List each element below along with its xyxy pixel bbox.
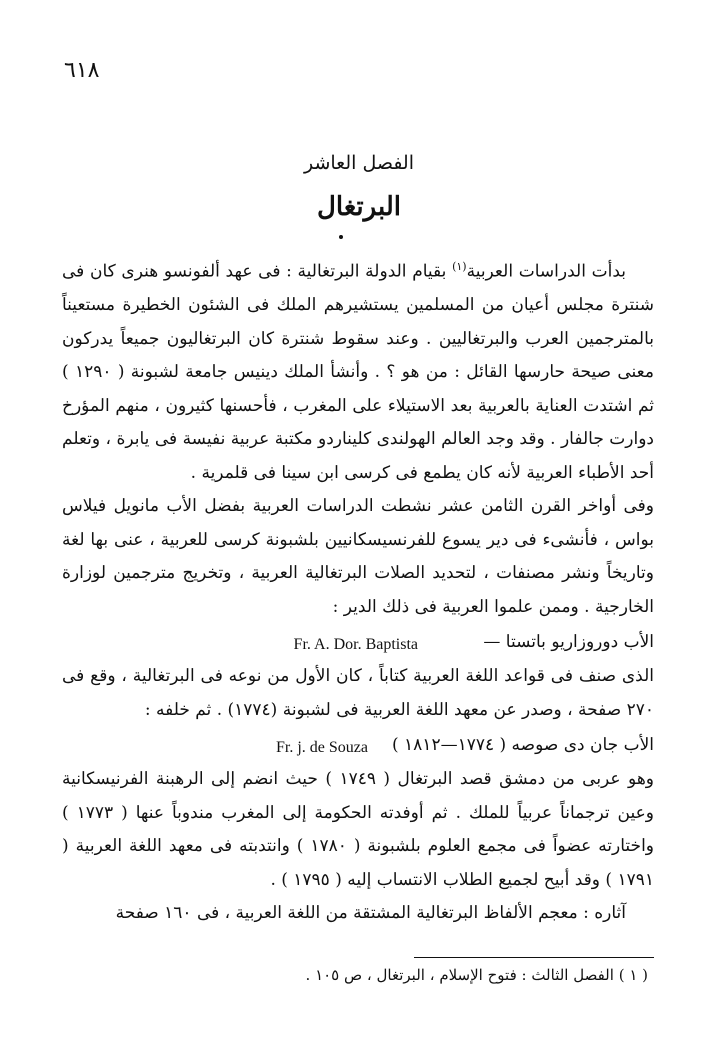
body-text bbox=[62, 250, 654, 931]
entry-souza-latin: Fr. j. de Souza bbox=[276, 739, 368, 757]
paragraph-1-rest: بقيام الدولة البرتغالية : فى عهد ألفونسو هنرى كان فى شنترة مجلس أعيان من المسلمين يستشيرهم الملك فى الشئون الخطيرة مستعيناً بالمترجمين العرب والبرتغاليين . وعند سقوط شنترة كان البرتغاليون جميعاً يدركون معنى صيحة حارسها القائل : من هو ؟ . وأنشأ الملك دينيس جامعة لشبونة ( ١٢٩٠ ) ثم اشتدت العناية بالعربية بعد الاستيلاء على المغرب ، فأحسنها كثيرون ، منهم المؤرخ دوارت جالفار . وقد وجد العالم الهولندى كليناردو مكتبة عربية نفيسة فى يابرة ، وتعلم أحد الأطباء العربية لأنه كان يطمع فى كرسى ابن سينا فى قلمرية . bbox=[62, 261, 654, 483]
paragraph-3: الذى صنف فى قواعد اللغة العربية كتاباً ، كان الأول من نوعه فى البرتغالية ، وقع فى ٢٧٠ صفحة ، وصدر عن معهد اللغة العربية فى لشبونة (١٧٧٤) . ثم خلفه : bbox=[62, 666, 654, 720]
paragraph-5: آثاره : معجم الألفاظ البرتغالية المشتقة من اللغة العربية ، فى ١٦٠ صفحة bbox=[115, 903, 626, 924]
paragraph-1 bbox=[62, 250, 654, 490]
entry-baptista bbox=[62, 624, 654, 660]
entry-baptista-arabic: الأب دوروزاريو باتستا — bbox=[483, 632, 654, 653]
title-dot-ornament bbox=[339, 235, 343, 239]
entry-souza bbox=[62, 727, 654, 763]
paragraph-4: وهو عربى من دمشق قصد البرتغال ( ١٧٤٩ ) حيث انضم إلى الرهبنة الفرنيسكانية وعين ترجماناً عربياً للملك . ثم أوفدته الحكومة إلى المغرب مندوباً عنها ( ١٧٧٣ ) واختارته عضواً فى مجمع العلوم بلشبونة ( ١٧٨٠ ) وانتدبته فى معهد اللغة العربية ( ١٧٩١ ) وقد أبيح لجميع الطلاب الانتساب إليه ( ١٧٩٥ ) . bbox=[62, 769, 654, 890]
entry-souza-arabic: الأب جان دى صوصه ( ١٧٧٤—١٨١٢ ) bbox=[392, 735, 654, 756]
footnote-reference[interactable]: (١) bbox=[452, 260, 467, 273]
footnote-divider bbox=[414, 957, 654, 958]
entry-baptista-latin: Fr. A. Dor. Baptista bbox=[293, 636, 418, 654]
page-number: ٦١٨ bbox=[64, 58, 100, 83]
footnote: ( ١ ) الفصل الثالث : فتوح الإسلام ، البرتغال ، ص ١٠٥ . bbox=[305, 966, 648, 984]
chapter-title: البرتغال bbox=[317, 192, 401, 222]
paragraph-1-start: بدأت الدراسات العربية bbox=[466, 261, 626, 282]
chapter-heading: الفصل العاشر bbox=[303, 152, 414, 174]
paragraph-2: وفى أواخر القرن الثامن عشر نشطت الدراسات العربية بفضل الأب مانويل فيلاس بواس ، فأنشىء فى دير يسوع للفرنسيسكانيين بلشبونة كرسى للعربية ، عنى بها لغة وتاريخاً ونشر مصنفات ، لتحديد الصلات البرتغالية العربية ، وتخريج مترجمين لوزارة الخارجية . وممن علموا العربية فى ذلك الدير : bbox=[62, 496, 654, 617]
